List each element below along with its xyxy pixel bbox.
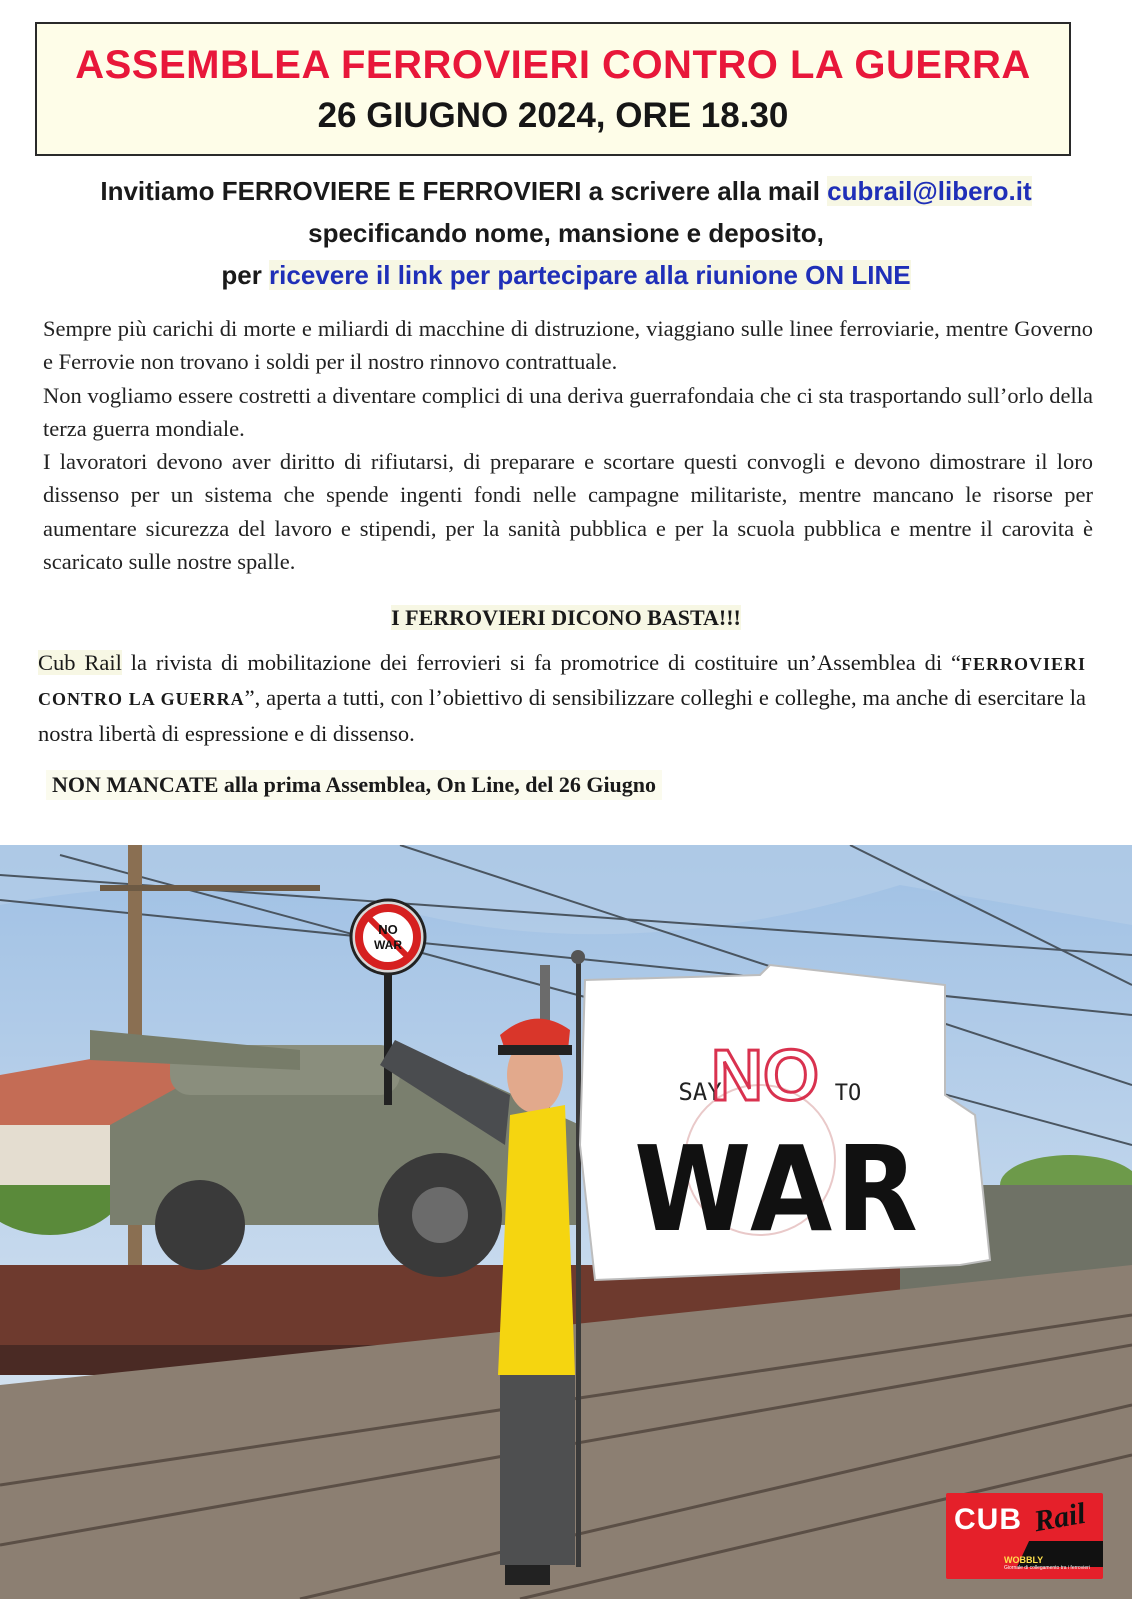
logo-cub: CUB — [954, 1503, 1022, 1536]
cub-paragraph — [38, 646, 1086, 750]
cub-name: Cub Rail — [38, 650, 122, 675]
event-date: 26 GIUGNO 2024, ORE 18.30 — [317, 96, 789, 135]
sign-war: WAR — [374, 938, 402, 952]
invite-line-1 — [0, 170, 1132, 212]
invite-text: Invitiamo FERROVIERE E FERROVIERI a scrivere alla mail — [100, 176, 828, 206]
illustration — [0, 845, 1132, 1599]
logo-wobbly: WOBBLY — [1004, 1555, 1044, 1565]
invite-line-3 — [0, 254, 1132, 296]
sign-no: NO — [378, 922, 398, 937]
safety-vest — [498, 1105, 575, 1375]
basta-heading — [0, 604, 1132, 632]
email-link[interactable]: cubrail@libero.it — [827, 176, 1032, 206]
page-title: ASSEMBLEA FERROVIERI CONTRO LA GUERRA — [75, 43, 1031, 87]
logo-subtitle: Giornale di collegamento tra i ferrovieri — [1004, 1565, 1090, 1571]
assembly-name: FERROVIERI CONTRO LA GUERRA — [38, 654, 1086, 710]
paragraph-1: Sempre più carichi di morte e miliardi di macchine di distruzione, viaggiano sulle linee ferroviarie, mentre Governo e Ferrovie non trovano i soldi per il nostro rinnovo contrattuale. — [43, 316, 1093, 375]
flag-to: TO — [834, 1081, 862, 1106]
paragraph-3: I lavoratori devono aver diritto di rifiutarsi, di preparare e scortare questi convogli e devono dimostrare il loro dissenso per un sistema che spende ingenti fondi nelle campagne militariste, mentre mancano le risorse per aumentare sicurezza del lavoro e stipendi, per la sanità pubblica e per la scuola pubblica e mentre il carovita è scaricato sulle nostre spalle. — [43, 449, 1093, 575]
basta-text: I FERROVIERI DICONO BASTA!!! — [391, 605, 741, 630]
railway-scene — [0, 845, 1132, 1599]
meeting-link-text[interactable]: ricevere il link per partecipare alla riunione ON LINE — [269, 260, 911, 290]
flag-war: WAR — [634, 1120, 922, 1258]
flag-say: SAY — [678, 1078, 722, 1106]
call-to-action — [46, 770, 662, 800]
body-text — [43, 312, 1093, 578]
invite-line-2: specificando nome, mansione e deposito, — [308, 218, 824, 248]
invite-line-3-prefix: per — [221, 260, 270, 290]
signal-handle — [384, 965, 392, 1105]
logo-rail: Rail — [1031, 1496, 1089, 1539]
cub-text-2: ”, aperta a tutti, con l’obiettivo di sensibilizzare colleghi e colleghe, ma anche di esercitare la nostra libertà di espressione e di dissenso. — [38, 685, 1086, 746]
paragraph-2: Non vogliamo essere costretti a diventare complici di una deriva guerrafondaia che ci sta trasportando sull’orlo della terza guerra mondiale. — [43, 382, 1093, 441]
flag-no: NO — [711, 1036, 819, 1116]
cub-rail-logo — [946, 1493, 1103, 1579]
cta-rest: alla prima Assemblea, On Line, del 26 Giugno — [218, 772, 657, 797]
invite-block — [0, 170, 1132, 296]
flag-pole — [576, 957, 581, 1567]
cta-bold: NON MANCATE — [52, 772, 219, 797]
cub-text-1: la rivista di mobilitazione dei ferrovieri si fa promotrice di costituire un’Assemblea di “ — [121, 650, 961, 675]
header-box — [35, 22, 1071, 156]
